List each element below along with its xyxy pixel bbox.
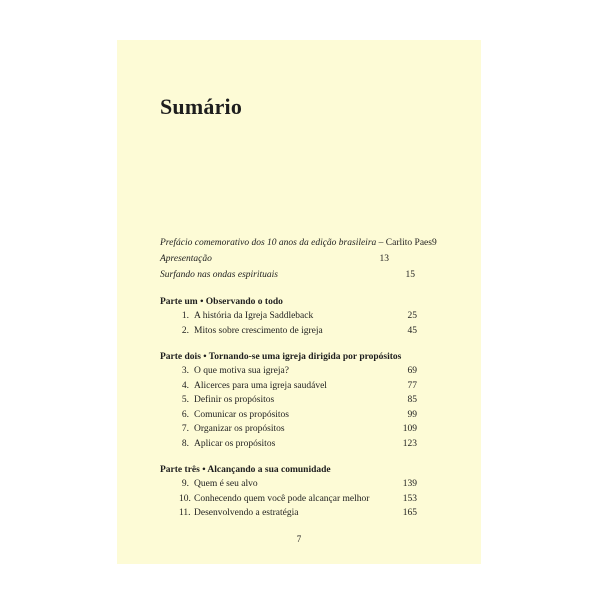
chapter-title: Desenvolvendo a estratégia xyxy=(194,508,299,519)
chapter-entry xyxy=(160,492,431,507)
chapter-title: Definir os propósitos xyxy=(194,395,275,406)
chapter-entry xyxy=(160,393,431,408)
book-page xyxy=(117,40,481,564)
chapter-page: 139 xyxy=(402,479,417,490)
toc-entry-page: 15 xyxy=(405,270,415,280)
chapter-page: 109 xyxy=(402,424,417,435)
part-heading: Parte um • Observando o todo xyxy=(160,297,283,307)
chapter-page: 69 xyxy=(407,366,417,377)
table-of-contents xyxy=(160,235,437,521)
chapter-index: 9. xyxy=(181,479,189,490)
chapter-index: 8. xyxy=(181,438,189,449)
chapter-entry xyxy=(160,437,431,452)
chapter-page: 25 xyxy=(407,311,417,322)
chapter-index: 5. xyxy=(181,395,189,406)
chapter-page: 45 xyxy=(407,325,417,336)
page-number: 7 xyxy=(296,534,302,544)
chapter-entry xyxy=(160,309,431,324)
chapter-title: Aplicar os propósitos xyxy=(194,438,276,449)
chapter-index: 2. xyxy=(181,325,189,336)
toc-entry-title: Prefácio comemorativo dos 10 anos da edição brasileira xyxy=(160,238,377,248)
part-heading: Parte três • Alcançando a sua comunidade xyxy=(160,465,331,475)
chapter-title: Conhecendo quem você pode alcançar melhor xyxy=(194,493,370,504)
toc-entry-author: – Carlito Paes xyxy=(376,238,432,248)
chapter-page: 85 xyxy=(407,395,417,406)
chapter-title: Mitos sobre crescimento de igreja xyxy=(194,325,323,336)
chapter-index: 10. xyxy=(179,493,191,504)
chapter-entry xyxy=(160,477,431,492)
chapter-index: 7. xyxy=(181,424,189,435)
chapter-title: Alicerces para uma igreja saudável xyxy=(194,380,327,391)
chapter-title: Organizar os propósitos xyxy=(194,424,285,435)
chapter-page: 165 xyxy=(402,508,417,519)
chapter-page: 99 xyxy=(407,409,417,420)
chapter-page: 153 xyxy=(402,493,417,504)
toc-entry-preface xyxy=(160,235,437,251)
chapter-entry xyxy=(160,364,431,379)
toc-entry-page: 9 xyxy=(431,238,437,248)
chapter-entry xyxy=(160,506,431,521)
toc-entry-presentation xyxy=(160,251,431,267)
toc-entry-title: Surfando nas ondas espirituais xyxy=(160,270,278,280)
page-title: Sumário xyxy=(160,94,243,119)
chapter-page: 123 xyxy=(402,438,417,449)
toc-entry-title: Apresentação xyxy=(160,254,212,264)
chapter-entry xyxy=(160,408,431,423)
toc-entry-page: 13 xyxy=(379,254,389,264)
chapter-title: A história da Igreja Saddleback xyxy=(194,311,314,322)
chapter-index: 4. xyxy=(181,380,189,391)
part-heading: Parte dois • Tornando-se uma igreja dirigida por propósitos xyxy=(160,352,402,362)
chapter-page: 77 xyxy=(407,380,417,391)
chapter-entry xyxy=(160,422,431,437)
toc-entry-surfing xyxy=(160,267,431,283)
chapter-entry xyxy=(160,379,431,394)
chapter-title: Comunicar os propósitos xyxy=(194,409,289,420)
chapter-index: 11. xyxy=(179,508,191,519)
chapter-entry xyxy=(160,324,431,339)
chapter-index: 1. xyxy=(181,311,189,322)
chapter-index: 6. xyxy=(181,409,189,420)
chapter-title: Quem é seu alvo xyxy=(194,479,258,490)
chapter-title: O que motiva sua igreja? xyxy=(194,366,289,377)
chapter-index: 3. xyxy=(181,366,189,377)
